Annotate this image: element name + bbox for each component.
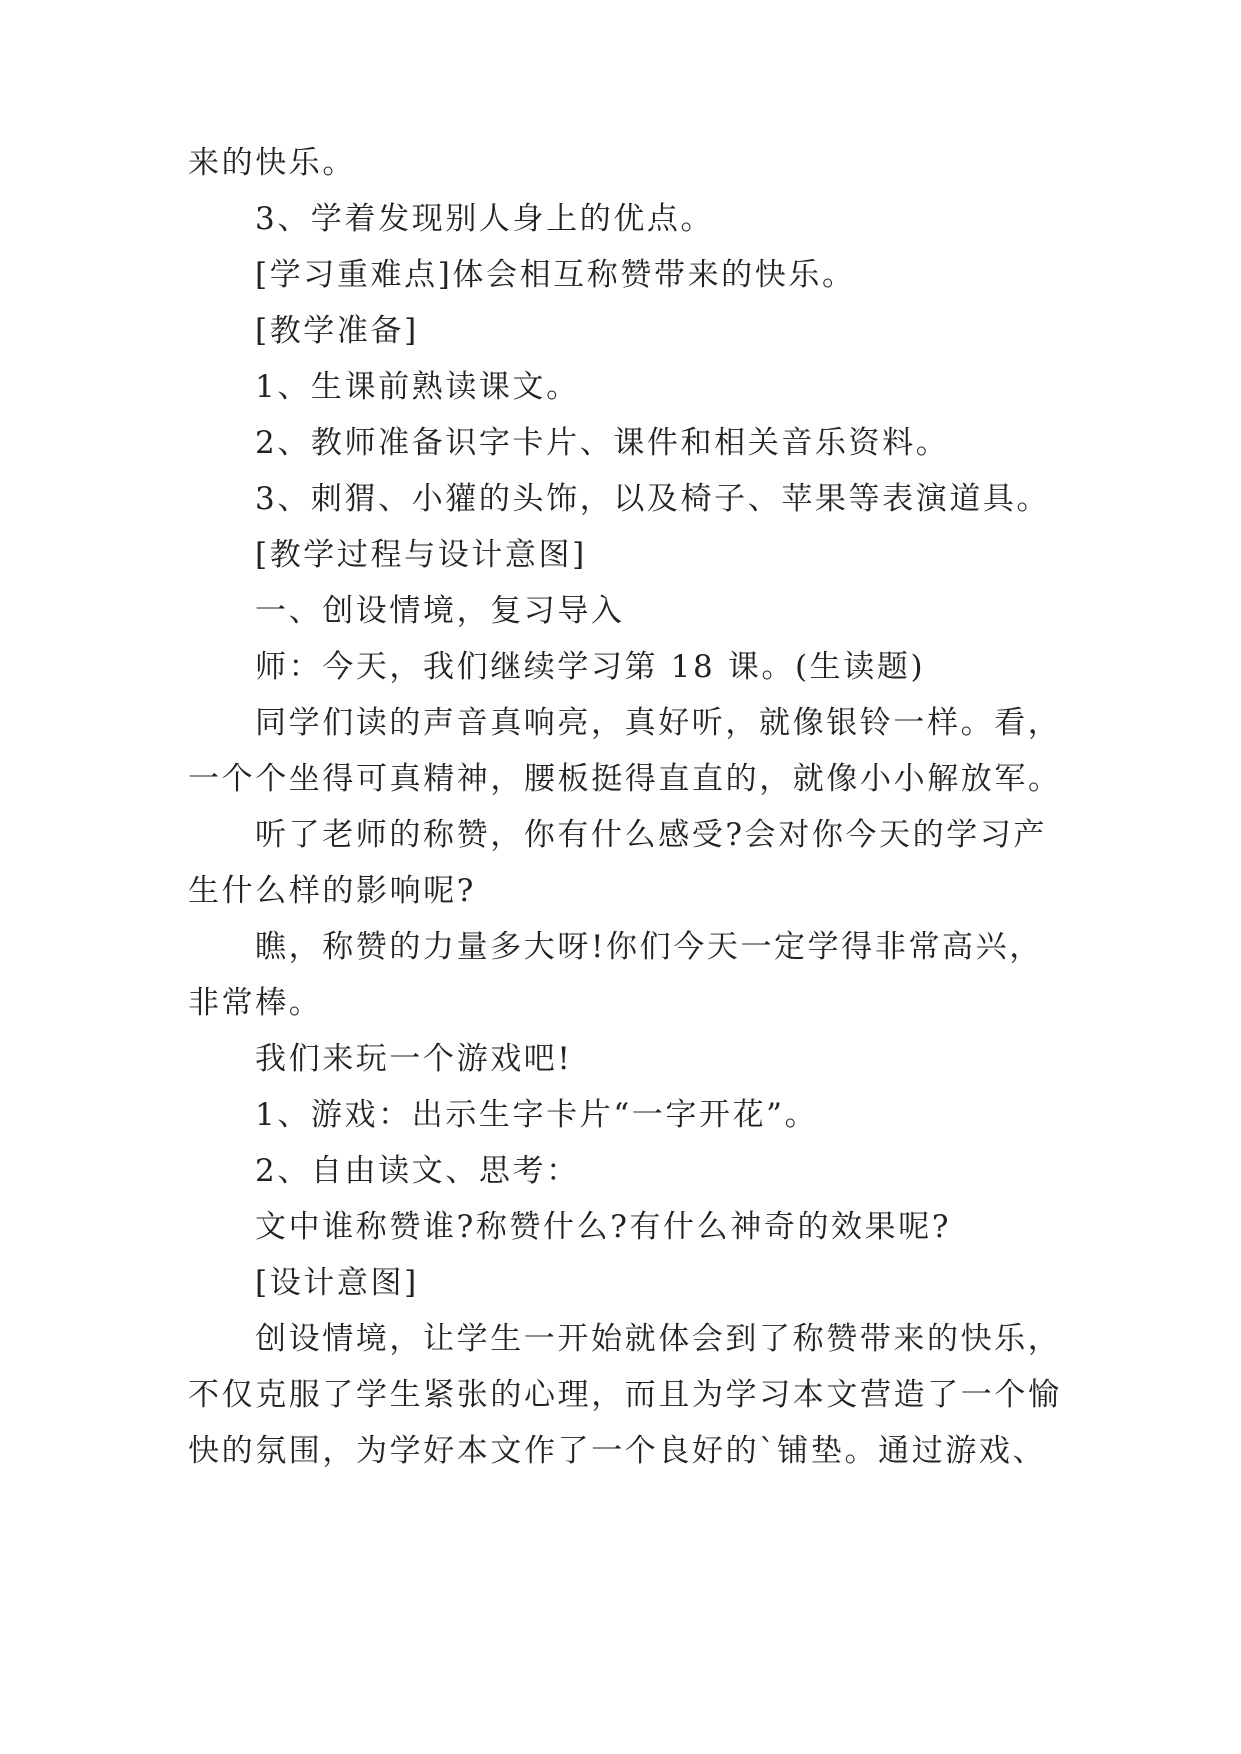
paragraph-line: 瞧，称赞的力量多大呀!你们今天一定学得非常高兴， [255, 929, 1043, 965]
paragraph-line: 一个个坐得可真精神，腰板挺得直直的，就像小小解放军。 [188, 761, 1062, 797]
step-heading-1: 一、创设情境，复习导入 [255, 593, 625, 629]
paragraph-line: 同学们读的声音真响亮，真好听，就像银铃一样。看， [255, 705, 1062, 741]
paragraph-line: 我们来玩一个游戏吧! [255, 1041, 573, 1077]
paragraph-line: 非常棒。 [188, 985, 323, 1021]
activity-item-1: 1、游戏：出示生字卡片“一字开花”。 [255, 1097, 819, 1133]
paragraph-line: 不仅克服了学生紧张的心理，而且为学习本文营造了一个愉 [188, 1377, 1062, 1413]
text-line: 来的快乐。 [188, 145, 356, 181]
activity-item-2: 2、自由读文、思考： [255, 1153, 580, 1189]
teacher-line: 师：今天，我们继续学习第 18 课。(生读题) [255, 649, 926, 685]
preparation-item-1: 1、生课前熟读课文。 [255, 369, 580, 405]
paragraph-line: 生什么样的影响呢? [188, 873, 477, 909]
section-heading-process: [教学过程与设计意图] [255, 537, 587, 573]
preparation-item-2: 2、教师准备识字卡片、课件和相关音乐资料。 [255, 425, 950, 461]
question-line: 文中谁称赞谁?称赞什么?有什么神奇的效果呢? [255, 1209, 952, 1245]
paragraph-line: 创设情境，让学生一开始就体会到了称赞带来的快乐， [255, 1321, 1062, 1357]
key-points-line: [学习重难点]体会相互称赞带来的快乐。 [255, 257, 856, 293]
section-heading-design-intent: [设计意图] [255, 1265, 419, 1301]
preparation-item-3: 3、刺猬、小獾的头饰，以及椅子、苹果等表演道具。 [255, 481, 1051, 517]
section-heading-preparation: [教学准备] [255, 313, 419, 349]
objective-item-3: 3、学着发现别人身上的优点。 [255, 201, 715, 237]
paragraph-line: 听了老师的称赞，你有什么感受?会对你今天的学习产 [255, 817, 1048, 853]
paragraph-line: 快的氛围，为学好本文作了一个良好的`铺垫。通过游戏、 [188, 1433, 1047, 1469]
